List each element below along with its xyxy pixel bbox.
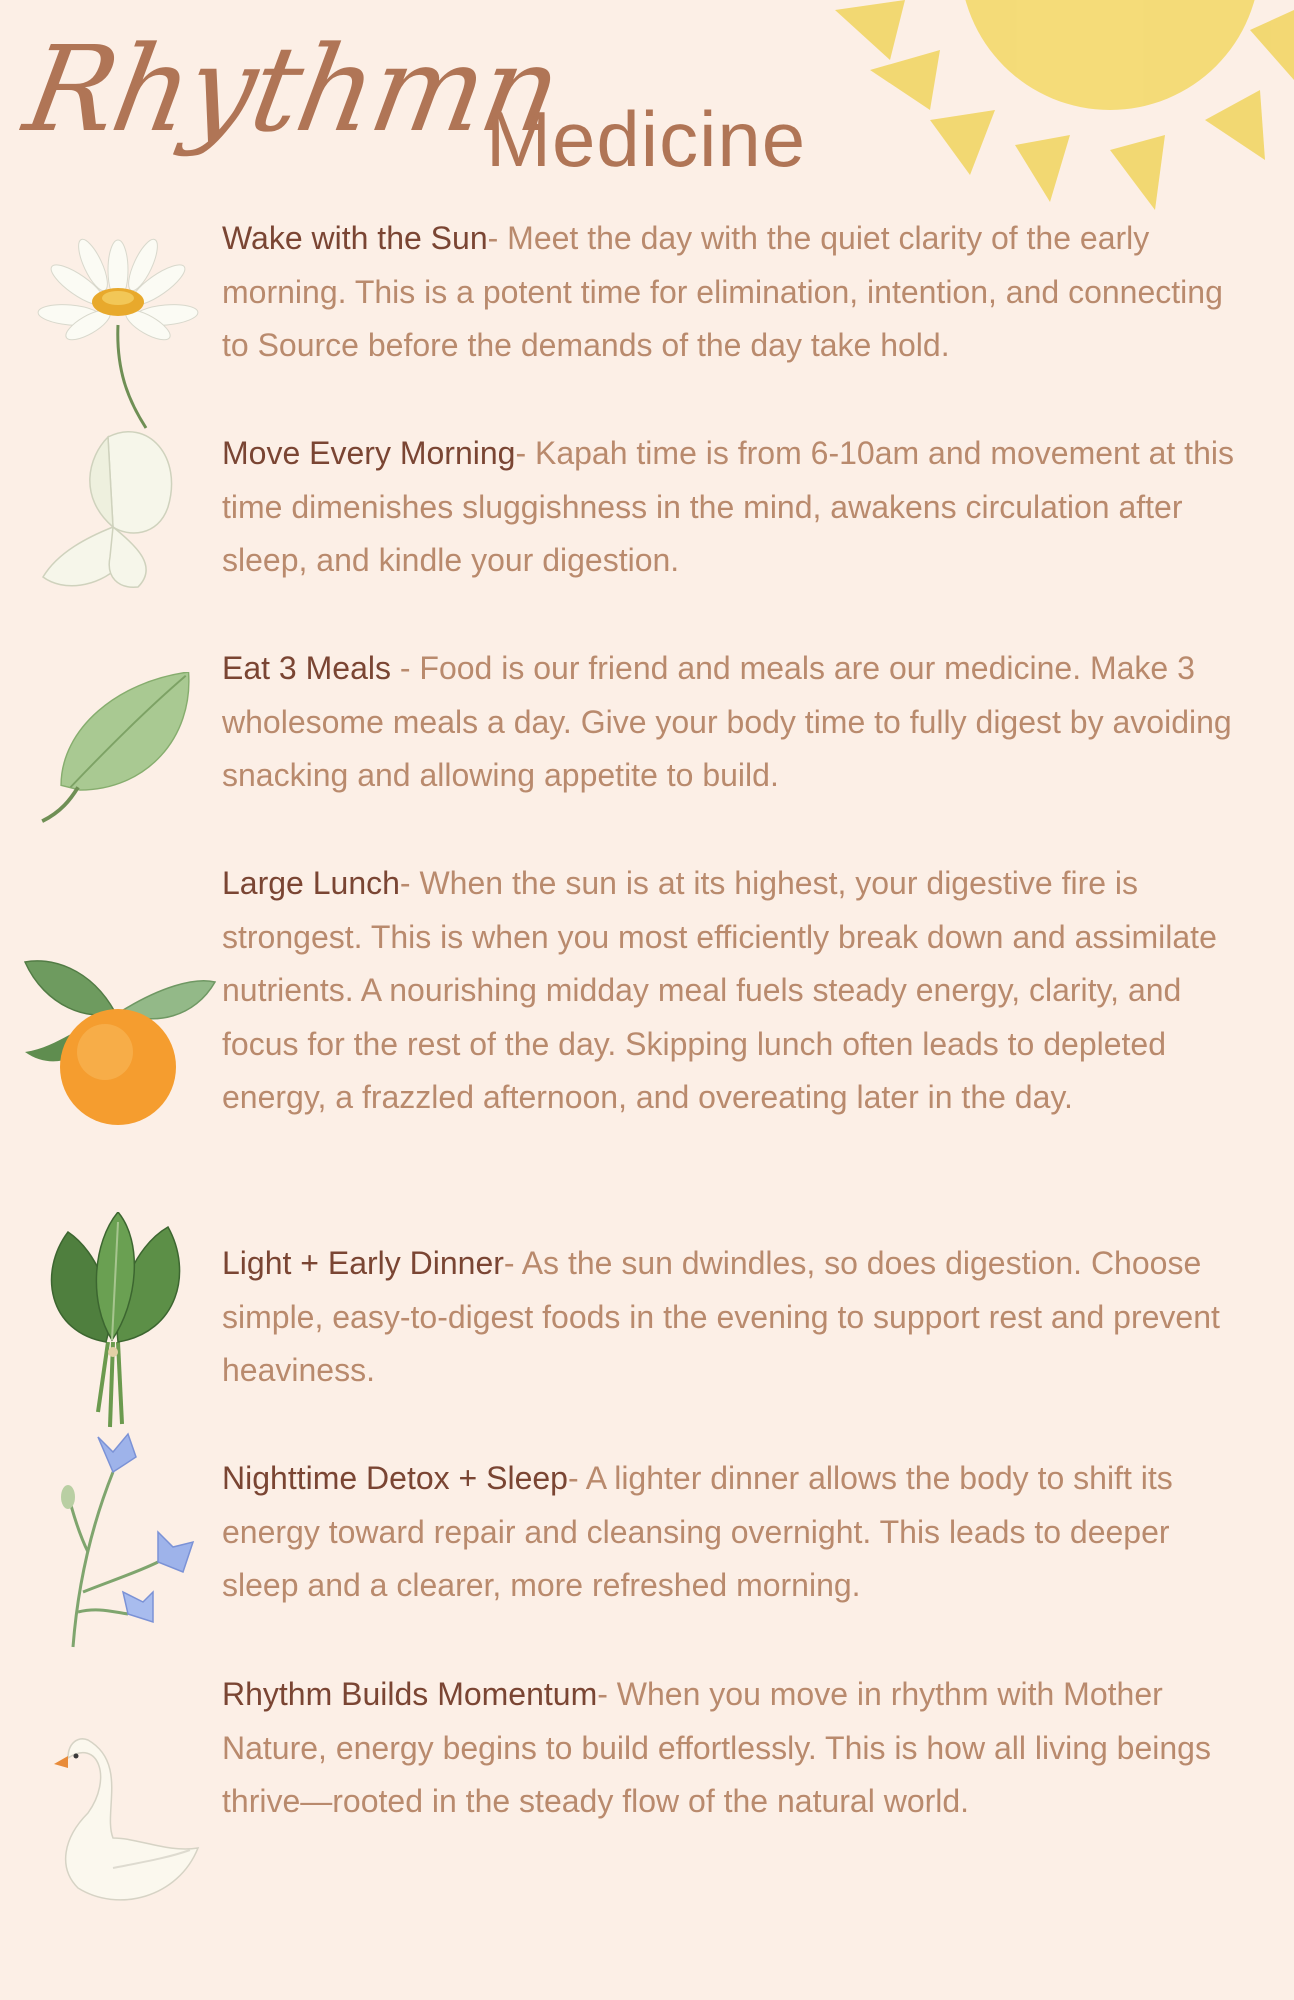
item-heading: Large Lunch <box>222 865 400 901</box>
swan-icon <box>18 1718 208 1918</box>
item-text: - Food is our friend and meals are our medicine. Make 3 wholesome meals a day. Give your body time to fully digest by avoiding snacking and allowing appetite to build. <box>222 650 1232 793</box>
butterfly-icon <box>18 417 208 597</box>
item-heading: Nighttime Detox + Sleep <box>222 1460 568 1496</box>
item-heading: Eat 3 Meals <box>222 650 391 686</box>
item-text: - A lighter dinner allows the body to shift its energy toward repair and cleansing overnight. This leads to deeper sleep and a clearer, more refreshed morning. <box>222 1460 1173 1603</box>
orange-icon <box>20 927 220 1127</box>
daisy-icon <box>18 230 208 430</box>
greens-icon <box>18 1212 208 1432</box>
item-heading: Move Every Morning <box>222 435 516 471</box>
sun-illustration <box>810 0 1294 220</box>
leaf-icon <box>18 672 208 842</box>
item-text: - When you move in rhythm with Mother Nature, energy begins to build effortlessly. This is how all living beings thrive—rooted in the steady flow of the natural world. <box>222 1676 1211 1819</box>
item-text: - Meet the day with the quiet clarity of the early morning. This is a potent time for elimination, intention, and connecting to Source before the demands of the day take hold. <box>222 220 1223 363</box>
item-text: - As the sun dwindles, so does digestion. Choose simple, easy-to-digest foods in the evening to support rest and prevent heaviness. <box>222 1245 1220 1388</box>
bluebell-icon <box>18 1432 208 1652</box>
item-heading: Wake with the Sun <box>222 220 488 256</box>
item-heading: Rhythm Builds Momentum <box>222 1676 598 1712</box>
title-script: Rhythmn <box>15 20 569 158</box>
item-heading: Light + Early Dinner <box>222 1245 504 1281</box>
item-text: - Kapah time is from 6-10am and movement at this time dimenishes sluggishness in the mind, awakens circulation after sleep, and kindle your digestion. <box>222 435 1234 578</box>
item-text: - When the sun is at its highest, your digestive fire is strongest. This is when you most efficiently break down and assimilate nutrients. A nourishing midday meal fuels steady energy, clarity, and focus for the rest of the day. Skipping lunch often leads to depleted energy, a frazzled afternoon, and overeating later in the day. <box>222 865 1217 1115</box>
title-plain: Medicine <box>486 95 807 183</box>
